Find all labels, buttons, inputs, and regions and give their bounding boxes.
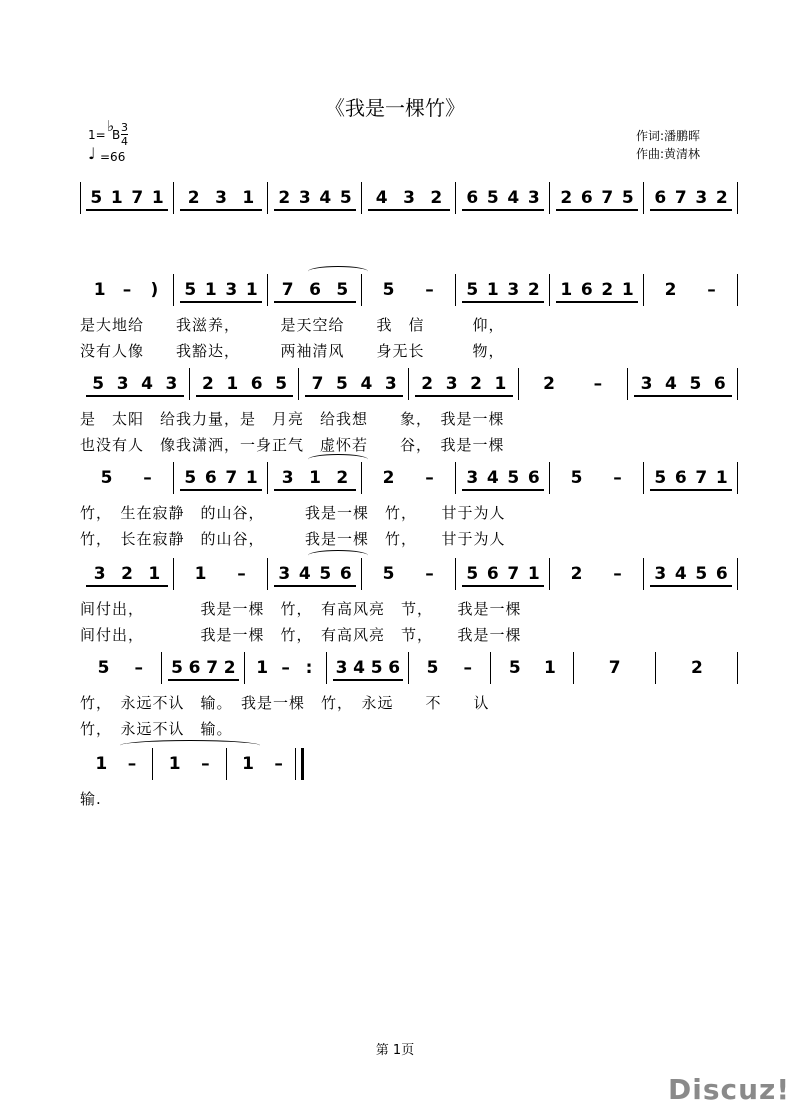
measure	[550, 182, 644, 222]
lyric-line: 间付出， 我是一棵 竹， 有高风亮 节， 我是一棵	[80, 600, 522, 618]
note: 2	[121, 564, 133, 584]
note: –	[613, 564, 622, 584]
note: 5	[90, 188, 103, 208]
note: 2	[664, 280, 677, 300]
note: –	[281, 658, 290, 678]
note: 5	[184, 468, 197, 488]
measure	[80, 652, 162, 692]
note: 5	[689, 374, 702, 394]
note: 4	[141, 374, 153, 394]
measure	[299, 368, 409, 408]
note: 7	[507, 564, 520, 584]
note: 3	[225, 280, 238, 300]
note: 6	[309, 280, 321, 300]
note: 3	[335, 658, 348, 678]
note: –	[425, 280, 434, 300]
beam-underline	[168, 679, 238, 681]
note: 2	[430, 188, 443, 208]
note: 1	[527, 564, 540, 584]
measure	[644, 462, 738, 502]
watermark-logo: Discuz!	[668, 1073, 790, 1106]
beam-underline	[86, 585, 168, 587]
note: 7	[695, 468, 708, 488]
lyricist-credit: 作词:潘鹏晖	[636, 129, 701, 143]
barline	[737, 462, 738, 494]
note: 5	[621, 188, 634, 208]
composer-credit: 作曲:黄清林	[636, 147, 701, 161]
note: 5	[336, 280, 349, 300]
measure	[550, 462, 644, 502]
note: 5	[486, 188, 499, 208]
note: :	[305, 658, 313, 678]
note: 3	[695, 188, 708, 208]
note: 3	[445, 374, 458, 394]
note: 1	[242, 754, 254, 774]
measure	[456, 462, 550, 502]
note: 5	[319, 564, 332, 584]
note: 6	[674, 468, 687, 488]
note: 5	[171, 658, 183, 678]
lyric-line: 间付出， 我是一棵 竹， 有高风亮 节， 我是一棵	[80, 626, 522, 644]
beam-underline	[556, 301, 638, 303]
note: 1	[226, 374, 239, 394]
lyric-line: 是大地给 我滋养， 是天空给 我 信 仰，	[80, 316, 505, 334]
note: 3	[93, 564, 106, 584]
slur-arc	[308, 266, 368, 277]
score-row	[80, 274, 740, 314]
measure	[80, 182, 174, 222]
measure	[644, 274, 738, 314]
note: 2	[570, 564, 583, 584]
note: 2	[543, 374, 555, 394]
lyric-line: 是 太阳 给我力量，是 月亮 给我想 象， 我是一棵	[80, 410, 505, 428]
note: 6	[486, 564, 499, 584]
note: 6	[250, 374, 263, 394]
lyric-line: 竹， 生在寂静 的山谷， 我是一棵 竹， 甘于为人	[80, 504, 506, 522]
meter-top: 3	[121, 121, 128, 134]
barline	[737, 652, 738, 684]
note: –	[237, 564, 246, 584]
note: 6	[713, 374, 726, 394]
measure	[362, 462, 456, 502]
note: 4	[674, 564, 687, 584]
note: 5	[426, 658, 439, 678]
measure	[644, 182, 738, 222]
note: 2	[278, 188, 291, 208]
note: 1	[194, 564, 207, 584]
note: 5	[370, 658, 383, 678]
lyric-line: 竹， 永远不认 输。 我是一棵 竹， 永远 不 认	[80, 694, 490, 712]
note: 6	[204, 468, 217, 488]
measure	[162, 652, 244, 692]
note: 5	[570, 468, 583, 488]
lyric-line: 输.	[80, 790, 102, 808]
key-letter: B	[112, 128, 121, 142]
page-number: 第 1页	[375, 1043, 415, 1058]
barline	[737, 182, 738, 214]
note: 1	[242, 188, 255, 208]
note: –	[143, 468, 152, 488]
note: 1	[256, 658, 269, 678]
note: 2	[382, 468, 395, 488]
score-row	[80, 462, 740, 502]
measure	[174, 274, 268, 314]
measure	[362, 558, 456, 598]
measure	[190, 368, 300, 408]
lyric-line: 竹， 长在寂静 的山谷， 我是一棵 竹， 甘于为人	[80, 530, 506, 548]
note: –	[127, 754, 137, 774]
score-row	[80, 652, 740, 692]
measure	[574, 652, 656, 692]
measure	[491, 652, 573, 692]
beam-underline	[462, 209, 544, 211]
note: –	[122, 280, 132, 300]
note: 7	[225, 468, 238, 488]
note: 5	[275, 374, 288, 394]
measure	[227, 748, 300, 788]
lyric-line: 没有人像 我豁达， 两袖清风 身无长 物，	[80, 342, 505, 360]
measure	[268, 462, 362, 502]
note: 5	[695, 564, 708, 584]
beam-underline	[274, 585, 356, 587]
beam-underline	[180, 301, 262, 303]
note: 3	[298, 188, 311, 208]
note: 1	[560, 280, 573, 300]
note: 5	[339, 188, 352, 208]
note: 6	[466, 188, 479, 208]
tempo-value: =66	[100, 150, 126, 164]
beam-underline	[462, 489, 544, 491]
note: 5	[466, 280, 479, 300]
note: 2	[601, 280, 614, 300]
note: 5	[336, 374, 348, 394]
note: 3	[403, 188, 415, 208]
note: 2	[421, 374, 434, 394]
note: 5	[382, 280, 395, 300]
slur-arc	[308, 550, 368, 561]
note: 1	[715, 468, 728, 488]
note: 3	[640, 374, 653, 394]
note: 1	[93, 280, 106, 300]
beam-underline	[556, 209, 638, 211]
beam-underline	[634, 395, 732, 397]
measure	[245, 652, 327, 692]
final-barline	[295, 748, 304, 780]
note: 2	[201, 374, 214, 394]
beam-underline	[415, 395, 513, 397]
measure	[550, 274, 644, 314]
score-row	[80, 182, 740, 222]
note: 1	[148, 564, 161, 584]
measure	[409, 652, 491, 692]
measure	[456, 182, 550, 222]
measure	[174, 462, 268, 502]
note: 7	[281, 280, 294, 300]
note: –	[463, 658, 472, 678]
note: 1	[245, 280, 258, 300]
note: 3	[281, 468, 294, 488]
beam-underline	[274, 489, 356, 491]
measure	[628, 368, 738, 408]
note: 3	[527, 188, 540, 208]
beam-underline	[86, 395, 184, 397]
note: –	[425, 468, 434, 488]
beam-underline	[274, 209, 356, 211]
note: 5	[654, 468, 667, 488]
note: )	[150, 280, 159, 300]
beam-underline	[650, 585, 732, 587]
beam-underline	[462, 585, 544, 587]
note: –	[593, 374, 603, 394]
measure	[456, 558, 550, 598]
measure	[153, 748, 226, 788]
note: 1	[544, 658, 556, 678]
quarter-note-icon: ♩	[88, 144, 96, 163]
note: 1	[494, 374, 507, 394]
note: –	[707, 280, 716, 300]
note: 4	[360, 374, 373, 394]
note: 5	[184, 280, 197, 300]
measure	[174, 558, 268, 598]
note: 4	[507, 188, 520, 208]
note: 3	[116, 374, 129, 394]
note: 1	[110, 188, 123, 208]
measure	[174, 182, 268, 222]
note: 1	[168, 754, 181, 774]
note: 5	[100, 468, 113, 488]
note: 4	[486, 468, 499, 488]
note: 3	[215, 188, 227, 208]
measure	[362, 274, 456, 314]
beam-underline	[196, 395, 294, 397]
measure	[409, 368, 519, 408]
measure	[80, 462, 174, 502]
note: 7	[311, 374, 324, 394]
note: 6	[188, 658, 201, 678]
note: 3	[165, 374, 178, 394]
note: 3	[507, 280, 520, 300]
beam-underline	[333, 679, 403, 681]
note: 1	[621, 280, 634, 300]
beam-underline	[462, 301, 544, 303]
measure	[268, 558, 362, 598]
beam-underline	[368, 209, 450, 211]
note: 6	[715, 564, 728, 584]
note: 6	[580, 280, 593, 300]
slur-arc	[308, 454, 368, 465]
note: 5	[508, 658, 521, 678]
flat-sign: ♭	[107, 117, 115, 135]
note: 7	[674, 188, 687, 208]
note: 6	[580, 188, 593, 208]
score-row	[80, 558, 740, 598]
beam-underline	[274, 301, 356, 303]
note: 1	[204, 280, 217, 300]
note: 3	[466, 468, 479, 488]
measure	[519, 368, 629, 408]
note: –	[613, 468, 622, 488]
slur-arc	[120, 740, 260, 751]
measure	[80, 748, 153, 788]
note: 2	[336, 468, 349, 488]
beam-underline	[650, 489, 732, 491]
note: 2	[470, 374, 482, 394]
note: 4	[353, 658, 366, 678]
note: 4	[375, 188, 388, 208]
measure	[644, 558, 738, 598]
measure	[80, 368, 190, 408]
measure	[550, 558, 644, 598]
note: 1	[95, 754, 108, 774]
note: 5	[97, 658, 110, 678]
note: 1	[245, 468, 258, 488]
note: 7	[601, 188, 614, 208]
note: –	[274, 754, 283, 774]
note: 1	[486, 280, 499, 300]
lyric-line: 也没有人 像我潇洒，一身正气 虚怀若 谷， 我是一棵	[80, 436, 505, 454]
note: 2	[560, 188, 573, 208]
measure	[327, 652, 409, 692]
score-row	[80, 368, 740, 408]
measure	[456, 274, 550, 314]
note: 7	[608, 658, 621, 678]
note: 6	[388, 658, 401, 678]
note: 7	[206, 658, 219, 678]
note: 4	[665, 374, 677, 394]
song-title: 《我是一棵竹》	[325, 96, 465, 120]
score-row	[80, 748, 740, 788]
measure	[80, 274, 174, 314]
note: 2	[527, 280, 540, 300]
measure	[656, 652, 738, 692]
note: 3	[654, 564, 667, 584]
note: 5	[382, 564, 395, 584]
barline	[737, 368, 738, 400]
note: 4	[298, 564, 311, 584]
note: 2	[223, 658, 236, 678]
note: 6	[654, 188, 667, 208]
meter-bottom: 4	[121, 135, 128, 148]
note: –	[201, 754, 210, 774]
time-signature	[121, 121, 128, 148]
note: 6	[339, 564, 352, 584]
key-label: 1=	[88, 128, 106, 142]
note: 4	[319, 188, 332, 208]
note: 2	[690, 658, 703, 678]
note: 2	[715, 188, 728, 208]
note: 5	[466, 564, 479, 584]
measure	[80, 558, 174, 598]
note: 3	[384, 374, 397, 394]
note: 5	[507, 468, 520, 488]
note: 1	[151, 188, 164, 208]
measure	[362, 182, 456, 222]
beam-underline	[180, 209, 262, 211]
note: 1	[309, 468, 321, 488]
note: –	[425, 564, 434, 584]
note: –	[134, 658, 143, 678]
beam-underline	[180, 489, 262, 491]
note: 3	[278, 564, 291, 584]
note: 7	[131, 188, 144, 208]
measure	[268, 274, 362, 314]
lyric-line: 竹， 永远不认 输。	[80, 720, 233, 738]
beam-underline	[650, 209, 732, 211]
beam-underline	[305, 395, 403, 397]
note: 2	[187, 188, 200, 208]
barline	[737, 558, 738, 590]
beam-underline	[86, 209, 168, 211]
barline	[737, 274, 738, 306]
note: 6	[527, 468, 540, 488]
measure	[268, 182, 362, 222]
note: 5	[92, 374, 105, 394]
